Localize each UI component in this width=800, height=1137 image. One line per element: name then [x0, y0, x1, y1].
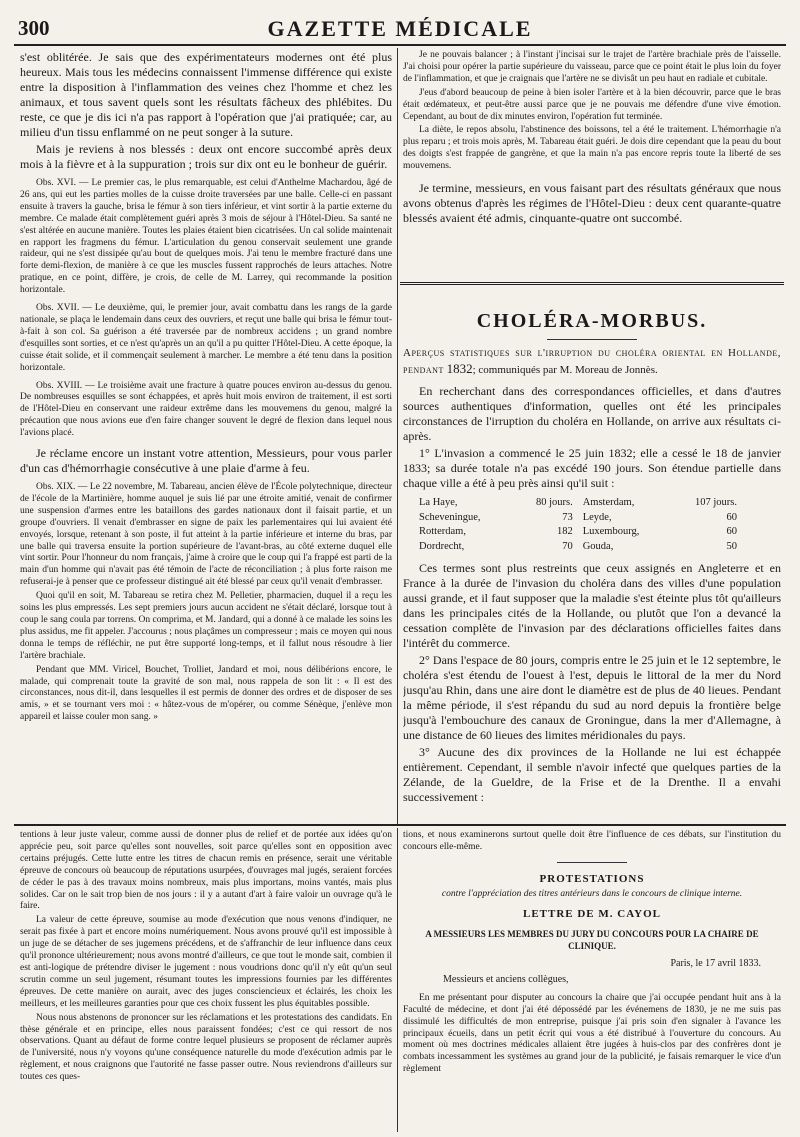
- letter-salutation: Messieurs et anciens collègues,: [443, 973, 569, 985]
- header-rule: [14, 44, 786, 46]
- right-top-column: [403, 50, 781, 278]
- table-row: [415, 541, 741, 554]
- paragraph: Nous nous abstenons de prononcer sur les réclamations et les protestations des candidats. En thèse générale et en principe, elles nous paraissent fondées; c'est ce qui ressort de nos observations. Quant au défaut de forme contre lequel plusieurs se proposent de réclamer auprès de l'université, nous n'y voyons qu'une conséquence naturelle du mode d'exécution admis par le règlement, et nous craignons que l'autorité ne fasse passer outre. Nous reviendrons d'ailleurs sur toutes ces ques-: [20, 1012, 392, 1083]
- cholera-subtitle: [403, 346, 781, 378]
- table-row: [415, 512, 741, 525]
- observation-17: Obs. XVII. — Le deuxième, qui, le premier jour, avait combattu dans les rangs de la garde nationale, se plaça le lendemain dans ceux des ouvriers, et reçut une balle qui brisa le fémur tout-à-fait à son col. Sa guérison a été traversée par de nombreux accidens ; un grand nombre d'esquilles sont sorties, et ce n'est qu'après un an qu'il a pu quitter l'Hôtel-Dieu. A cette époque, la cuisse était solide, et il commençait seulement à marcher. Le membre a été tenu dans la position horizontale.: [20, 303, 392, 373]
- city: Leyde,: [582, 511, 612, 523]
- right-bottom-column: [403, 830, 781, 1130]
- left-bottom-column: [20, 830, 392, 1130]
- paragraph: Mais je reviens à nos blessés : deux ont encore succombé après deux mois à la fièvre et à la suppuration ; trois sur dix ont eu le bonheur de guérir.: [20, 142, 392, 171]
- duration: 182: [556, 526, 573, 537]
- city: Luxembourg,: [582, 526, 640, 537]
- paragraph: En me présentant pour disputer au concours la chaire que j'ai occupée pendant huit ans à la Faculté de médecine, et dont j'ai été dépossédé par les événemens de 1830, je ne me suis pas dissimulé les difficultés de mon entreprise, puisque j'ai pris soin d'en signaler à l'avance les principaux écueils, dans un petit écrit qui vous a été distribué à l'ouverture du concours. Au moment où mes doctrines médicales allaient être jugées à huis-clos par des confrères dont je combats incessamment les systèmes au grand jour de la publicité, je faisais remarquer le vice d'un règlement: [403, 992, 781, 1075]
- duration: 70: [562, 540, 573, 552]
- duration: 60: [726, 526, 737, 537]
- journal-title: GAZETTE MÉDICALE: [267, 16, 533, 41]
- cholera-title: CHOLÉRA-MORBUS.: [476, 310, 708, 332]
- protest-subtitle: contre l'appréciation des titres antérieurs dans le concours de clinique interne.: [441, 888, 743, 899]
- section-rule: [400, 282, 784, 285]
- paragraph: Quoi qu'il en soit, M. Tabareau se retira chez M. Pelletier, pharmacien, duquel il a reçu les soins les plus empressés. Les sept premiers jours aucun accident ne s'était déclaré, lorsque tout à coup le sang coula par torrens. On comprima, et M. Jandard, qui a donné à ce malade les soins les plus assidus, me fit appeler. J'accourus ; nous plaçâmes un compresseur ; mais ce moyen qui nous donna le temps de réfléchir, ne put être supporté long-temps, et il fallut nous résoudre à lier l'artère brachiale.: [20, 591, 392, 661]
- city: Scheveningue,: [419, 511, 481, 523]
- duration: 107 jours.: [695, 497, 737, 508]
- paragraph: Ces termes sont plus restreints que ceux assignés en Angleterre et en France à la durée de l'invasion du choléra dans des villes d'une population aussi grande, et il faut supposer que la maladie s'est éteinte plus tôt qu'ailleurs dans les principales cités de la Hollande, ou plutôt que l'on a devancé la cessation complète de l'invasion par des déclarations officielles faites dans l'intérêt du commerce.: [403, 561, 781, 650]
- letter-date: Paris, le 17 avril 1833.: [670, 957, 761, 969]
- protest-title: PROTESTATIONS: [539, 872, 645, 885]
- paragraph: Pendant que MM. Viricel, Bouchet, Trolliet, Jandard et moi, nous délibérions encore, le malade, qui comprenait toute la gravité de son mal, nous rappela de son lit : « Il est des circonstances, nous dit-il, dans lesquelles il est permis de donner des ordres et de disposer de ses amis, » et se tournant vers moi : « hâtez-vous de m'opérer, ou comme Sénèque, j'enlève mon appareil et laisse couler mon sang. »: [20, 664, 392, 723]
- observation-19: Obs. XIX. — Le 22 novembre, M. Tabareau, ancien élève de l'École polytechnique, directeur de l'école de la Martinière, homme auquel je suis lié par une étroite amitié, venait de confirmer une suspension d'armes entre les bataillons des gardes nationaux dont il faisait partie, et un groupe d'ouvriers. Il venait d'embrasser en signe de paix les parlementaires qui lui avaient été envoyés, lorsque, retenant à son poste, il fut atteint à la partie inférieure et interne du bras, par une balle qui traversa ensuite la portion supérieure de l'avant-bras, au côté externe duquel elle vint sortir. Pour l'honneur du nom français, j'aime à croire que le coup qui l'a frappé est parti de la main d'un homme qui n'avait pas été témoin de l'acte de réconciliation ; à plus forte raison me refuserai-je à penser que ce professeur distingué ait été blessé par ceux qu'il venait d'embrasser.: [20, 482, 392, 588]
- title-rule: [547, 339, 637, 340]
- paragraph: 2° Dans l'espace de 80 jours, compris entre le 25 juin et le 12 septembre, le choléra s'est étendu de l'ouest à l'est, depuis le littoral de la mer du Nord jusqu'au Rhin, dans une aire dont le diamètre est de plus de 40 lieues. Pendant la même période, il s'est répandu du sud au nord depuis la frontière belge jusqu'à l'embouchure des canaux de Groningue, dans la mer d'Allemagne, à une distance de 60 lieues des limites méridionales du pays.: [403, 653, 781, 742]
- paragraph: Je termine, messieurs, en vous faisant part des résultats généraux que nous avons obtenus d'après les régimes de l'Hôtel-Dieu : deux cent quarante-quatre blessés avaient été admis, cinquante-quatre ont succombé.: [403, 181, 781, 226]
- paragraph: Je réclame encore un instant votre attention, Messieurs, pour vous parler d'un cas d'hémorrhagie consécutive à une plaie d'arme à feu.: [20, 446, 392, 476]
- paragraph: tentions à leur juste valeur, comme aussi de donner plus de relief et de portée aux idées qu'on apprécie peu, soit parce qu'elles sont nouvelles, soit parce qu'elles sont en opposition avec certains préjugés. Cette lutte entre les titres de chacun remis en présence, serait une véritable épreuve de concours où beaucoup de réputations usurpées, d'ouvrages mal jugés, seraient forcées de céder le pas à des travaux moins nombreux, mais plus importans, moins vantés, mais plus solides. Car on le sait trop bien de nos jours : il y a autant d'art à faire valoir un ouvrage qu'à le faire.: [20, 830, 392, 912]
- duration: 80 jours.: [535, 497, 573, 508]
- paragraph: La valeur de cette épreuve, soumise au mode d'exécution que nous venons d'indiquer, ne serait pas fixée à part et encore moins numériquement. Nous avons prouvé qu'il est impossible à un juge de se détacher de ses jugemens précédens, et de s'affranchir de leur influence dans ceux qu'il prononce ultérieurement; nous avons montré d'ailleurs, ce que tout le monde sait, combien il est anti-logique de prétendre diviser le jugement : nous voudrions donc qu'il n'y eût qu'un seul scrutin comme un seul jugement, résumant toutes les impressions fournies par les différentes épreuves. De cette manière on aurait, avec des juges consciencieux et éclairés, les choix les meilleurs, et les meilleures garanties pour que ces choix fussent les plus équitables possible.: [20, 915, 392, 1009]
- cholera-article: [403, 308, 781, 818]
- paragraph: En recherchant dans des correspondances officielles, et dans d'autres sources authentiques d'information, quelles ont été les principales circonstances de l'irruption du choléra en Hollande, on arrive aux résultats ci-après.: [403, 384, 781, 443]
- paragraph: Je ne pouvais balancer ; à l'instant j'incisai sur le trajet de l'artère brachiale près de l'aisselle. J'ai choisi pour opérer la partie supérieure du vaisseau, parce que ce point était le plus loin du foyer de l'inflammation, et que je craignais que l'artère ne se divisât un peu haut en radiale et cubitale.: [403, 50, 781, 84]
- page-number: 300: [18, 16, 50, 40]
- city: Rotterdam,: [419, 526, 466, 537]
- city: La Haye,: [419, 497, 458, 508]
- paragraph: s'est oblitérée. Je sais que des expérimentateurs modernes ont été plus heureux. Mais tous les médecins connaissent l'immense différence qui existe entre la disposition à l'inflammation des veines chez l'homme et chez les animaux, et tous savent quels sont les résultats fâcheux des phlébites. Du reste, ce que je dis ici n'a pas rapport à l'opération que j'ai pratiquée; car, au milieu d'un tissu enflammé on ne peut songer à la suture.: [20, 50, 392, 139]
- city: Amsterdam,: [582, 497, 635, 508]
- letter-title: LETTRE DE M. CAYOL: [522, 907, 661, 920]
- observation-16: Obs. XVI. — Le premier cas, le plus remarquable, est celui d'Anthelme Machardou, âgé de 26 ans, qui eut les parties molles de la cuisse droite traversées par une balle. Celle-ci en passant ensuite à travers la gauche, brisa le fémur à son tiers inférieur, et vint sortir à la partie externe du membre. Ce malade était complètement guéri après 3 mois de séjour à l'Hôtel-Dieu. Sa santé ne s'est altérée en aucune manière. Toutes les plaies étaient bien cicatrisées. Un cal solide maintenait en rapport les fragmens du fémur. L'articulation du genou conservait seulement une grande raideur, qui ne s'est dissipée qu'au bout de quelques mois. J'ai tenu le membre fracturé dans une forte demi-flexion, de manière à ce que les muscles fussent rapprochés de leurs attaches. Notre pratique, en ce point, diffère, je crois, de celle de M. Larrey, qui recommande la position horizontale.: [20, 178, 392, 296]
- left-top-column: [20, 50, 392, 820]
- subtitle-caps: Aperçus statistiques sur l'irruption du choléra oriental en Hollande, pendant: [403, 347, 781, 376]
- page-header: [14, 10, 786, 44]
- divider: [557, 862, 627, 863]
- table-row: [415, 526, 741, 539]
- subtitle-rest: ; communiqués par M. Moreau de Jonnès.: [472, 364, 658, 376]
- letter-address: A MESSIEURS LES MEMBRES DU JURY DU CONCOURS POUR LA CHAIRE DE CLINIQUE.: [425, 928, 759, 951]
- duration: 50: [726, 540, 737, 552]
- duration: 73: [562, 511, 573, 523]
- section-rule: [14, 824, 786, 826]
- paragraph: 3° Aucune des dix provinces de la Hollande ne lui est échappée entièrement. Cependant, il semble n'avoir infecté que quelques parties de la Zélande, de la Gueldre, de la Frise et de la Drenthe. Il a envahi successivement :: [403, 745, 781, 804]
- column-divider: [397, 48, 398, 824]
- observation-18: Obs. XVIII. — Le troisième avait une fracture à quatre pouces environ au-dessus du genou. De nombreuses esquilles se sont échappées, et après huit mois environ de traitement, il est sorti de l'Hôtel-Dieu en conservant une raideur extrême dans les mouvemens du genou, malgré la précaution que nous avions eue d'en faire changer souvent le degré de flexion dans lequel nous l'avions placé.: [20, 380, 392, 439]
- cities-table: [413, 495, 743, 555]
- paragraph: 1° L'invasion a commencé le 25 juin 1832; elle a cessé le 18 de janvier 1833; sa durée totale n'a pas excédé 190 jours. Son étendue partielle dans chaque ville a été à peu près ainsi qu'il suit :: [403, 446, 781, 490]
- duration: 60: [726, 511, 737, 523]
- table-row: [415, 497, 741, 510]
- subtitle-year: 1832: [446, 361, 473, 376]
- paragraph: La diète, le repos absolu, l'abstinence des boissons, tel a été le traitement. L'hémorrhagie n'a plus reparu ; et trois mois après, M. Tabareau était guéri. Je dois dire cependant que la peau du bout des doigts s'est frappée de gangrène, et que la main n'a pas encore repris toute la liberté de ses mouvemens.: [403, 125, 781, 172]
- paragraph: tions, et nous examinerons surtout quelle doit être l'influence de ces débats, sur l'institution du concours elle-même.: [403, 830, 781, 852]
- city: Dordrecht,: [419, 540, 465, 552]
- city: Gouda,: [582, 540, 614, 552]
- paragraph: J'eus d'abord beaucoup de peine à bien isoler l'artère et à la bien découvrir, parce que le bras était œdémateux, et peut-être aussi parce que je ne pouvais me défendre d'une vive émotion. Cependant, au bout de dix minutes environ, l'opération fut terminée.: [403, 87, 781, 122]
- column-divider: [397, 828, 398, 1132]
